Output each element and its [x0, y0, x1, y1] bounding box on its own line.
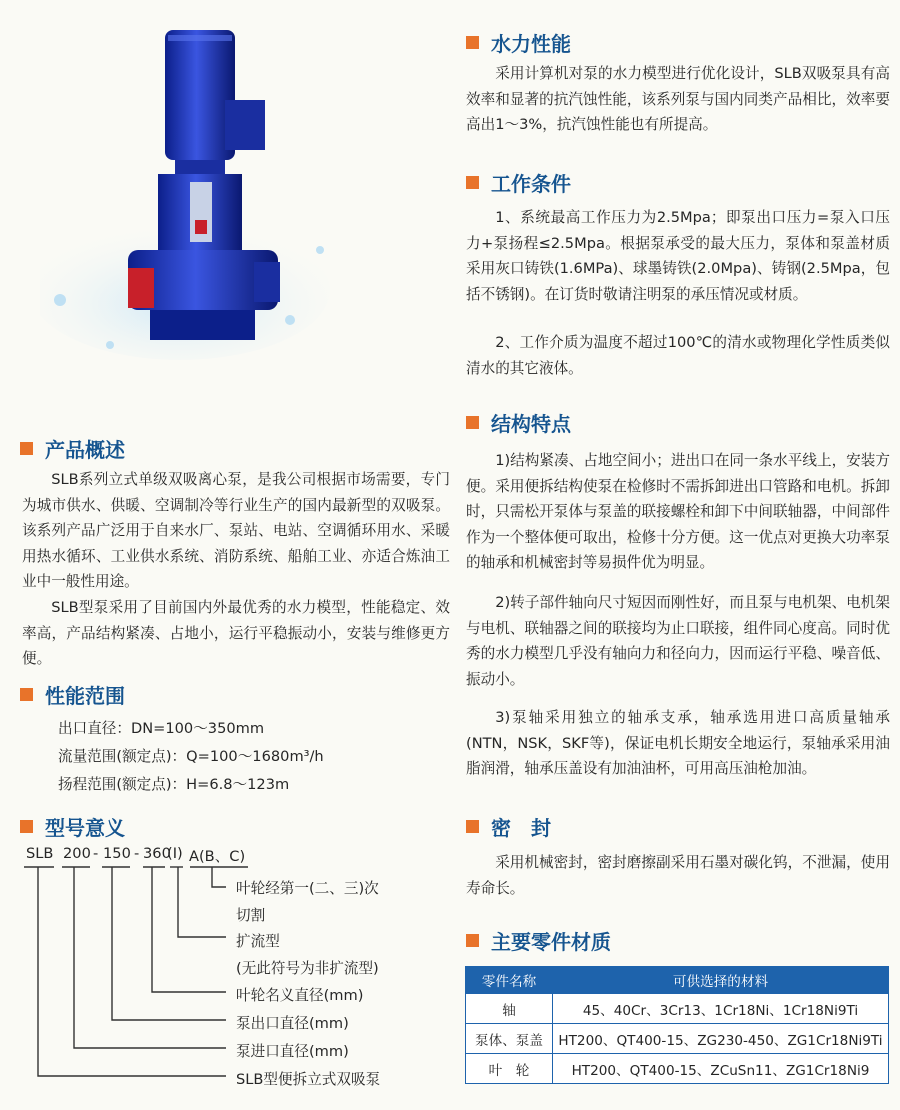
label-expand: 扩流型 [236, 933, 280, 950]
conditions-title: 工作条件 [466, 168, 571, 197]
section-bullet-icon [20, 820, 33, 833]
code-expand: (I) [167, 845, 183, 862]
model-title: 型号意义 [20, 812, 125, 841]
code-inlet: 200 [63, 845, 91, 862]
section-bullet-icon [20, 688, 33, 701]
code-cut: A(B、C) [189, 848, 246, 865]
table-row [466, 1054, 889, 1084]
part-materials: 45、40Cr、3Cr13、1Cr18Ni、1Cr18Ni9Ti [553, 994, 889, 1024]
label-impeller: 叶轮名义直径(mm) [236, 987, 364, 1004]
range-outlet: 出口直径：DN=100～350mm [58, 720, 265, 737]
section-bullet-icon [466, 36, 479, 49]
label-outlet: 泵出口直径(mm) [236, 1015, 349, 1032]
overview-paragraph-1: SLB系列立式单级双吸离心泵，是我公司根据市场需要，专门为城市供水、供暖、空调制冷等行业生产的国内最新型的双吸泵。该系列产品广泛用于自来水厂、泵站、电站、空调循环用水、采暖用热水循环、工业供水系统、消防系统、船舶工业、亦适合炼油工业中一般性用途。 [22, 471, 450, 591]
header-part-name: 零件名称 [466, 967, 553, 994]
range-flow: 流量范围(额定点)：Q=100～1680m³/h [58, 748, 324, 765]
code-leader-lines [0, 850, 450, 1110]
range-title: 性能范围 [20, 680, 125, 709]
section-bullet-icon [20, 442, 33, 455]
pump-drawing [40, 0, 340, 380]
code-slb: SLB [26, 845, 54, 862]
structure-paragraph-2: 2)转子部件轴向尺寸短因而刚性好，而且泵与电机架、电机架与电机、联轴器之间的联接均为止口联接，组件同心度高。同时优秀的水力模型几乎没有轴向力和径向力，因而运行平稳、噪音低、振动小。 [466, 594, 890, 688]
hydraulic-title: 水力性能 [466, 28, 571, 57]
range-head: 扬程范围(额定点)：H=6.8～123m [58, 776, 290, 793]
label-expand-2: (无此符号为非扩流型) [236, 960, 379, 977]
section-bullet-icon [466, 934, 479, 947]
structure-paragraph-1: 1)结构紧凑、占地空间小；进出口在同一条水平线上，安装方便。采用便拆结构使泵在检修时不需拆卸进出口管路和电机。拆卸时，只需松开泵体与泵盖的联接螺栓和卸下中间联轴器，中间部件作为一个整体便可取出，检修十分方便。这一优点对更换大功率泵的轴承和机械密封等易损件优为明显。 [466, 452, 890, 572]
code-sep-2: - [134, 845, 140, 862]
materials-table [465, 966, 889, 1084]
part-name: 叶 轮 [466, 1054, 553, 1084]
section-bullet-icon [466, 820, 479, 833]
section-bullet-icon [466, 176, 479, 189]
label-cut-2: 切割 [236, 907, 266, 924]
label-inlet: 泵进口直径(mm) [236, 1043, 349, 1060]
table-row [466, 994, 889, 1024]
conditions-paragraph-2: 2、工作介质为温度不超过100℃的清水或物理化学性质类似清水的其它液体。 [466, 334, 890, 377]
materials-title: 主要零件材质 [466, 926, 611, 955]
part-name: 轴 [466, 994, 553, 1024]
label-cut: 叶轮经第一(二、三)次 [236, 880, 379, 897]
section-bullet-icon [466, 416, 479, 429]
table-row [466, 1024, 889, 1054]
code-outlet: 150 [103, 845, 131, 862]
part-materials: HT200、QT400-15、ZCuSn11、ZG1Cr18Ni9 [553, 1054, 889, 1084]
seal-title: 密 封 [466, 812, 551, 841]
label-slb: SLB型便拆立式双吸泵 [236, 1071, 381, 1088]
header-materials: 可供选择的材料 [553, 967, 889, 994]
part-materials: HT200、QT400-15、ZG230-450、ZG1Cr18Ni9Ti [553, 1024, 889, 1054]
part-name: 泵体、泵盖 [466, 1024, 553, 1054]
conditions-paragraph-1: 1、系统最高工作压力为2.5Mpa；即泵出口压力=泵入口压力+泵扬程≤2.5Mpa。根据泵承受的最大压力，泵体和泵盖材质采用灰口铸铁(1.6MPa)、球墨铸铁(2.0Mpa)、铸钢(2.5Mpa，包括不锈钢)。在订货时敬请注明泵的承压情况或材质。 [466, 209, 890, 303]
hydraulic-paragraph: 采用计算机对泵的水力模型进行优化设计，SLB双吸泵具有高效率和显著的抗汽蚀性能，该系列泵与国内同类产品相比，效率要高出1～3%，抗汽蚀性能也有所提高。 [466, 65, 890, 134]
pump-illustration [40, 0, 340, 380]
seal-paragraph: 采用机械密封，密封磨擦副采用石墨对碳化钨，不泄漏，使用寿命长。 [466, 854, 890, 897]
code-impeller: 360 [143, 845, 171, 862]
structure-paragraph-3: 3)泵轴采用独立的轴承支承，轴承选用进口高质量轴承(NTN，NSK，SKF等)，保证电机长期安全地运行，泵轴承采用油脂润滑，轴承压盖设有加油油杯，可用高压油枪加油。 [466, 709, 890, 778]
structure-title: 结构特点 [466, 408, 571, 437]
table-header-row [466, 967, 889, 994]
code-sep-1: - [93, 845, 99, 862]
overview-title: 产品概述 [20, 434, 125, 463]
overview-paragraph-2: SLB型泵采用了目前国内外最优秀的水力模型，性能稳定、效率高，产品结构紧凑、占地小，运行平稳振动小，安装与维修更方便。 [22, 599, 450, 668]
